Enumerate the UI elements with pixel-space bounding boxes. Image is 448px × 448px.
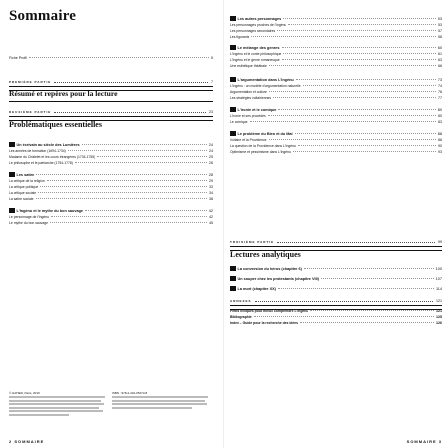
chapter-marker-icon xyxy=(230,286,236,291)
toc-subentry[interactable]: La satire sociale 38 xyxy=(9,197,213,201)
page-footer: SOMMAIRE 3 xyxy=(406,439,442,444)
chapter-marker-icon xyxy=(230,77,236,82)
isbn: ISBN : 978-2-401-05473-8 xyxy=(112,391,148,395)
chapter-marker-icon xyxy=(230,16,236,21)
chapter-marker-icon xyxy=(230,107,236,112)
toc-subentry[interactable]: Index – Guide pour la recherche des idées 126 xyxy=(230,321,442,325)
part-label-2: DEUXIÈME PARTIE 23 xyxy=(9,110,213,114)
right-page xyxy=(226,0,448,448)
toc-subentry[interactable]: Les années de formation (1694-1734) 24 xyxy=(9,149,213,153)
toc-subentry[interactable]: Petits lexiques pour mieux comprendre L'Ingénu 121 xyxy=(230,309,442,313)
page-title: Sommaire xyxy=(9,8,77,24)
toc-chapter[interactable]: L'Ingénu et le mythe du bon sauvage 42 xyxy=(9,208,213,213)
chapter-marker-icon xyxy=(230,131,236,136)
legal-text xyxy=(112,396,208,410)
left-page xyxy=(0,0,222,448)
legal-text xyxy=(9,396,105,418)
toc-subentry[interactable]: Argumentation et culture 76 xyxy=(230,90,442,94)
spine xyxy=(223,0,224,448)
toc-entry-fiche[interactable]: Fiche Profil 5 xyxy=(9,56,213,60)
toc-analysis[interactable]: Un souper chez les protestants (chapitre VIII) 107 xyxy=(230,276,442,281)
chapter-marker-icon xyxy=(230,276,236,281)
toc-subentry[interactable]: Les personnages proches de l'Ingénu 53 xyxy=(230,23,442,27)
toc-analysis[interactable]: La mort (chapitre XX) 114 xyxy=(230,286,442,291)
toc-subentry[interactable]: La critique de la religion 29 xyxy=(9,179,213,183)
toc-subentry[interactable]: La question de la Providence dans L'Ingénu 90 xyxy=(230,144,442,148)
toc-subentry[interactable]: Le philosophe et le patriarche (1754-1778) 26 xyxy=(9,161,213,165)
publisher-credit: © HATIER, Paris, 2019 xyxy=(9,391,40,395)
toc-subentry[interactable]: La critique sociale 34 xyxy=(9,191,213,195)
toc-subentry[interactable]: Optimisme et pessimisme dans L'Ingénu 93 xyxy=(230,150,442,154)
toc-subentry[interactable]: Les stratégies voltairiennes 77 xyxy=(230,96,442,100)
toc-chapter[interactable]: Les satire 28 xyxy=(9,172,213,177)
toc-subentry[interactable]: Bibliographie 125 xyxy=(230,315,442,319)
chapter-marker-icon xyxy=(230,45,236,50)
toc-subentry[interactable]: Le comique 83 xyxy=(230,120,442,124)
part-label-3: TROISIÈME PARTIE 99 xyxy=(230,240,442,244)
toc-chapter[interactable]: L'argumentation dans L'Ingénu 73 xyxy=(230,77,442,82)
toc-subentry[interactable]: L'Ingénu et le conte philosophique 61 xyxy=(230,52,442,56)
chapter-marker-icon xyxy=(9,208,15,213)
toc-chapter[interactable]: Un écrivain au siècle des Lumières 24 xyxy=(9,142,213,147)
toc-chapter[interactable]: Les autres personnages 53 xyxy=(230,16,442,21)
toc-subentry[interactable]: Les figurants 58 xyxy=(230,35,442,39)
toc-subentry[interactable]: La critique politique 33 xyxy=(9,185,213,189)
section-heading-1[interactable]: Résumé et repères pour la lecture xyxy=(9,89,118,98)
toc-subentry[interactable]: Le personnage de l'Ingénu 42 xyxy=(9,215,213,219)
toc-subentry[interactable]: L'Ingénu et le genre romanesque 63 xyxy=(230,58,442,62)
toc-subentry[interactable]: L'ironie et ses procédés 80 xyxy=(230,114,442,118)
part-label-1: PREMIÈRE PARTIE 7 xyxy=(9,80,213,84)
section-heading-3[interactable]: Lectures analytiques xyxy=(230,250,301,259)
page-footer: 2 SOMMAIRE xyxy=(9,439,45,444)
toc-subentry[interactable]: L'Ingénu : un modèle d'argumentation naturelle 74 xyxy=(230,84,442,88)
chapter-marker-icon xyxy=(9,142,15,147)
toc-subentry[interactable]: Madame du Châtelet et les cours étrangères (1734-1755) 25 xyxy=(9,155,213,159)
toc-analysis[interactable]: La conversion du héros (chapitre 6) 100 xyxy=(230,266,442,271)
toc-chapter[interactable]: L'ironie et le comique 80 xyxy=(230,107,442,112)
section-heading-2[interactable]: Problématiques essentielles xyxy=(9,120,102,129)
chapter-marker-icon xyxy=(230,266,236,271)
chapter-marker-icon xyxy=(9,172,15,177)
annexes-label: ANNEXES 121 xyxy=(230,299,442,303)
toc-subentry[interactable]: Voltaire et la Providence 88 xyxy=(230,138,442,142)
toc-subentry[interactable]: Une esthétique théâtrale 66 xyxy=(230,64,442,68)
toc-subentry[interactable]: Le mythe du bon sauvage 45 xyxy=(9,221,213,225)
toc-subentry[interactable]: Les personnages secondaires 57 xyxy=(230,29,442,33)
toc-chapter[interactable]: Le mélange des genres 60 xyxy=(230,45,442,50)
toc-chapter[interactable]: Le problème du Bien et du Mal 88 xyxy=(230,131,442,136)
